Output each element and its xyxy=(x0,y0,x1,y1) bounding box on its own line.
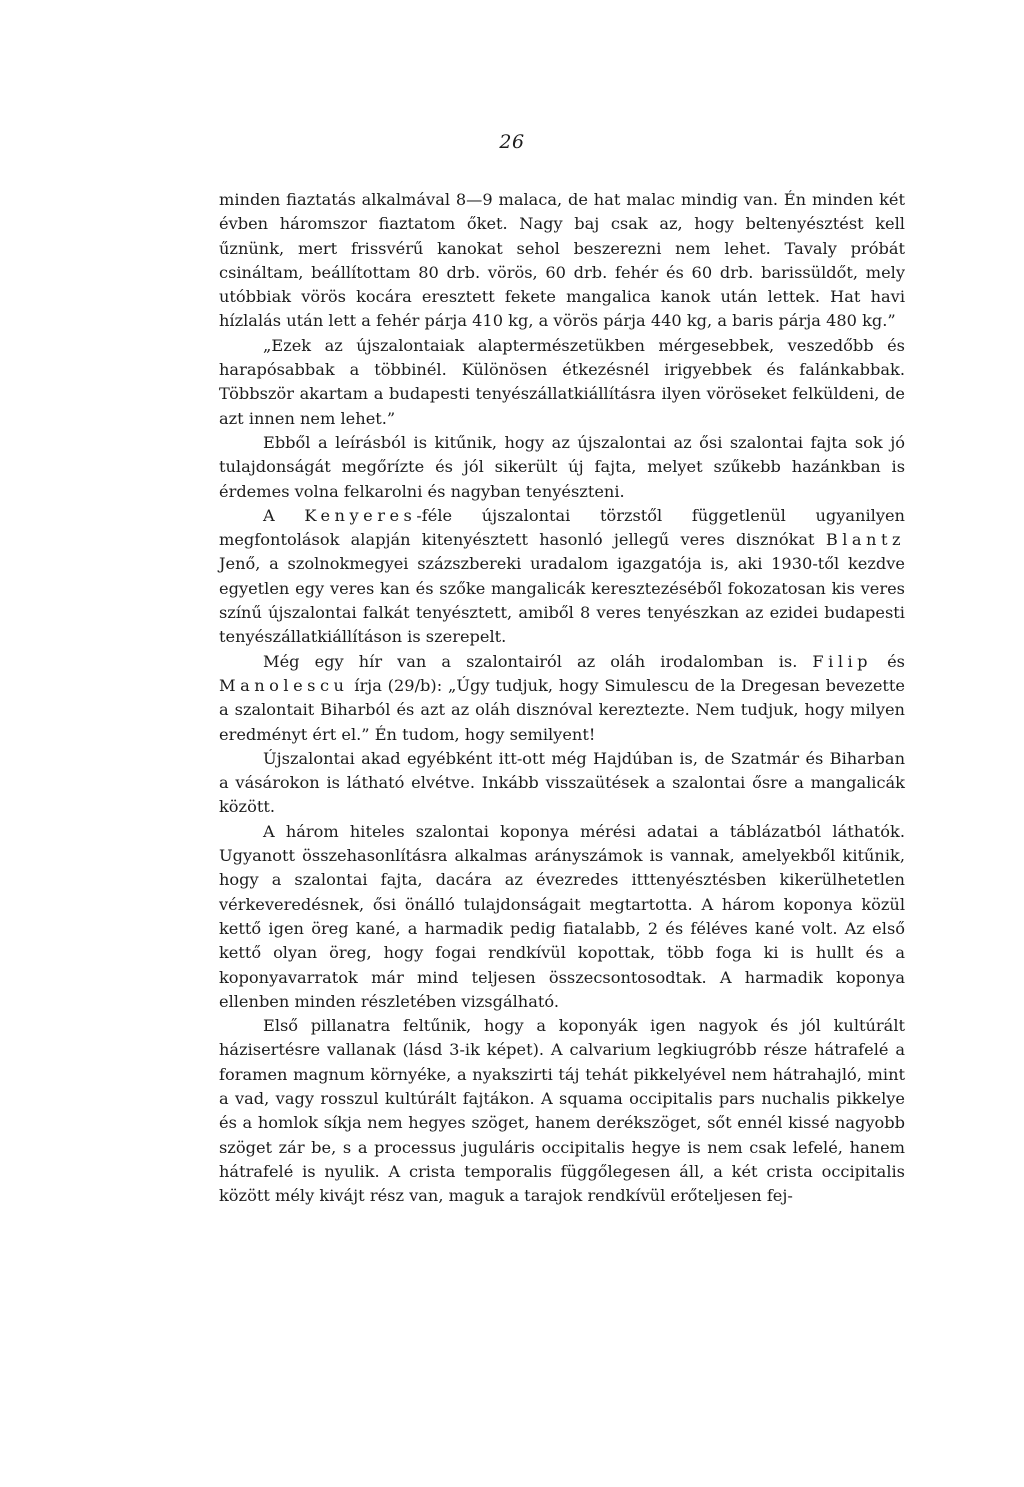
page-number: 26 xyxy=(499,131,525,153)
paragraph xyxy=(219,747,905,820)
spaced-name: Filip xyxy=(812,651,873,671)
paragraph xyxy=(219,650,905,747)
paragraph xyxy=(219,431,905,504)
spaced-name: Kenyeres xyxy=(304,505,417,525)
text-segment: A három hiteles szalontai koponya mérési adatai a táblázatból láthatók. Ugyanott összehasonlításra alkalmas arányszámok is vannak, amelyekből kitűnik, hogy a szalontai fajta, dacára az évezredes itttenyésztésben kikerülhetetlen vérkeveredésnek, ősi önálló tulajdonságait megtartotta. A három koponya közül kettő igen öreg kané, a harmadik pedig fiatalabb, 2 és féléves kané volt. Az első kettő olyan öreg, hogy fogai rendkívül kopottak, több foga ki is hullt és a koponyavarratok már mind teljesen összecsontosodtak. A harmadik koponya ellenben minden részletében vizsgálható. xyxy=(219,821,905,1011)
text-segment: -féle újszalontai törzstől függetlenül ugyanilyen megfontolások alapján kitenyésztett hasonló jellegű veres disznókat xyxy=(219,505,905,550)
paragraph xyxy=(219,334,905,431)
text-segment: és xyxy=(872,651,905,671)
text-segment: Újszalontai akad egyébként itt-ott még Hajdúban is, de Szatmár és Biharban a vásárokon is látható elvétve. Inkább visszaütések a szalontai ősre a mangalicák között. xyxy=(219,748,905,817)
spaced-name: Blantz xyxy=(825,530,905,550)
text-segment: „Ezek az újszalontaiak alaptermészetükben mérgesebbek, veszedőbb és harapósabbak a többinél. Különösen étkezésnél irigyebbek és falánkabbak. Többször akartam a budapesti tenyészállatkiállításra ilyen vöröseket felküldeni, de azt innen nem lehet.” xyxy=(219,335,905,428)
text-segment: Ebből a leírásból is kitűnik, hogy az újszalontai az ősi szalontai fajta sok jó tulajdonságát megőrízte és jól sikerült új fajta, melyet szűkebb hazánkban is érdemes volna felkarolni és nagyban tenyészteni. xyxy=(219,432,905,501)
text-segment: A xyxy=(263,505,305,525)
paragraph xyxy=(219,820,905,1014)
spaced-name: Manolescu xyxy=(219,675,349,695)
paragraph xyxy=(219,188,905,334)
body-text xyxy=(219,188,905,1208)
text-segment: Még egy hír van a szalontairól az oláh irodalomban is. xyxy=(263,651,813,671)
paragraph xyxy=(219,1014,905,1208)
text-segment: Első pillanatra feltűnik, hogy a koponyák igen nagyok és jól kultúrált házisertésre vallanak (lásd 3-ik képet). A calvarium legkiugróbb része hátrafelé a foramen magnum környéke, a nyakszirti táj tehát pikkelyével nem hátrahajló, mint a vad, vagy rosszul kultúrált fajtákon. A squama occipitalis pars nuchalis pikkelye és a homlok síkja nem hegyes szöget, hanem derékszöget, sőt ennél kissé nagyobb szöget zár be, s a processus juguláris occipitalis hegye is nem csak lefelé, hanem hátrafelé is nyulik. A crista temporalis függőlegesen áll, a két crista occipitalis között mély kivájt rész van, maguk a tarajok rendkívül erőteljesen fej- xyxy=(219,1016,905,1206)
text-segment: írja (29/b): „Úgy tudjuk, hogy Simulescu de la Dregesan bevezette a szalontait Biharból és azt az oláh disznóval kereztezte. Nem tudjuk, hogy milyen eredményt ért el.” Én tudom, hogy semilyent! xyxy=(219,675,905,744)
text-segment: Jenő, a szolnokmegyei százszbereki uradalom igazgatója is, aki 1930-től kezdve egyetlen egy veres kan és szőke mangalicák keresztezéséből fokozatosan kis veres színű újszalontai falkát tenyésztett, amiből 8 veres tenyészkan az ezidei budapesti tenyészállatkiállításon is szerepelt. xyxy=(219,554,905,647)
text-segment: minden fiaztatás alkalmával 8—9 malaca, de hat malac mindig van. Én minden két évben háromszor fiaztatom őket. Nagy baj csak az, hogy beltenyésztést kell űznünk, mert frissvérű kanokat sehol beszerezni nem lehet. Tavaly próbát csináltam, beállítottam 80 drb. vörös, 60 drb. fehér és 60 drb. barissüldőt, mely utóbbiak vörös kocára eresztett fekete mangalica kanok után lettek. Hat havi hízlalás után lett a fehér párja 410 kg, a vörös párja 440 kg, a baris párja 480 kg.” xyxy=(219,190,905,331)
paragraph xyxy=(219,504,905,650)
